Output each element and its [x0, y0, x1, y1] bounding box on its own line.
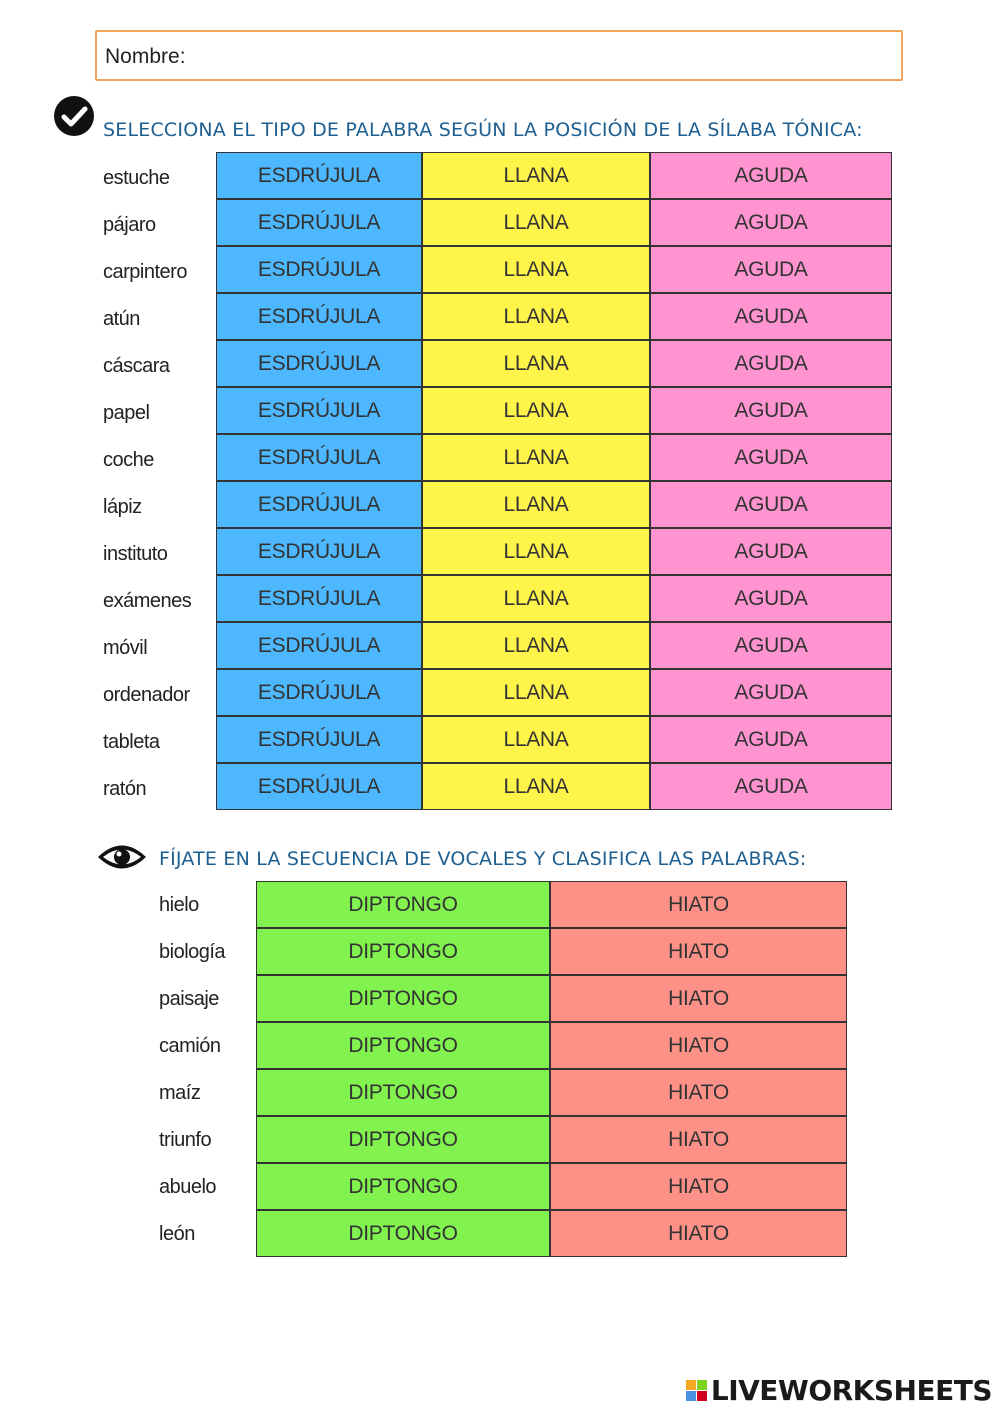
logo-text: LIVEWORKSHEETS	[710, 1374, 992, 1407]
option-llana-button[interactable]: LLANA	[422, 340, 650, 387]
option-hiato-button[interactable]: HIATO	[550, 1022, 847, 1069]
logo-mark-icon	[686, 1380, 707, 1401]
option-hiato-button[interactable]: HIATO	[550, 975, 847, 1022]
word-label: maíz	[159, 1082, 201, 1104]
option-llana-button[interactable]: LLANA	[422, 293, 650, 340]
word-label: hielo	[159, 894, 199, 916]
option-llana-button[interactable]: LLANA	[422, 575, 650, 622]
word-label: ratón	[103, 778, 147, 800]
word-label: tableta	[103, 731, 160, 753]
word-label: león	[159, 1223, 195, 1245]
option-llana-button[interactable]: LLANA	[422, 528, 650, 575]
option-diptongo-button[interactable]: DIPTONGO	[256, 1022, 550, 1069]
word-label: pájaro	[103, 214, 156, 236]
option-diptongo-button[interactable]: DIPTONGO	[256, 1069, 550, 1116]
word-label: triunfo	[159, 1129, 212, 1151]
option-diptongo-button[interactable]: DIPTONGO	[256, 1210, 550, 1257]
word-label: cáscara	[103, 355, 170, 377]
option-esdrujula-button[interactable]: ESDRÚJULA	[216, 246, 422, 293]
option-esdrujula-button[interactable]: ESDRÚJULA	[216, 481, 422, 528]
word-label: exámenes	[103, 590, 192, 612]
word-label: ordenador	[103, 684, 190, 706]
option-diptongo-button[interactable]: DIPTONGO	[256, 1116, 550, 1163]
option-esdrujula-button[interactable]: ESDRÚJULA	[216, 199, 422, 246]
option-aguda-button[interactable]: AGUDA	[650, 669, 892, 716]
option-hiato-button[interactable]: HIATO	[550, 928, 847, 975]
option-llana-button[interactable]: LLANA	[422, 763, 650, 810]
option-diptongo-button[interactable]: DIPTONGO	[256, 881, 550, 928]
option-hiato-button[interactable]: HIATO	[550, 1210, 847, 1257]
option-llana-button[interactable]: LLANA	[422, 199, 650, 246]
option-aguda-button[interactable]: AGUDA	[650, 763, 892, 810]
option-llana-button[interactable]: LLANA	[422, 434, 650, 481]
option-llana-button[interactable]: LLANA	[422, 716, 650, 763]
section2-heading: FÍJATE EN LA SECUENCIA DE VOCALES Y CLASIFICA LAS PALABRAS:	[159, 848, 807, 870]
name-label: Nombre:	[105, 45, 186, 68]
option-hiato-button[interactable]: HIATO	[550, 1069, 847, 1116]
option-aguda-button[interactable]: AGUDA	[650, 622, 892, 669]
option-esdrujula-button[interactable]: ESDRÚJULA	[216, 716, 422, 763]
word-label: carpintero	[103, 261, 187, 283]
option-llana-button[interactable]: LLANA	[422, 152, 650, 199]
option-esdrujula-button[interactable]: ESDRÚJULA	[216, 528, 422, 575]
option-aguda-button[interactable]: AGUDA	[650, 434, 892, 481]
option-aguda-button[interactable]: AGUDA	[650, 199, 892, 246]
eye-icon	[96, 840, 148, 874]
option-aguda-button[interactable]: AGUDA	[650, 575, 892, 622]
option-aguda-button[interactable]: AGUDA	[650, 716, 892, 763]
option-diptongo-button[interactable]: DIPTONGO	[256, 1163, 550, 1210]
option-esdrujula-button[interactable]: ESDRÚJULA	[216, 293, 422, 340]
checkmark-circle-icon	[53, 95, 95, 137]
word-label: lápiz	[103, 496, 142, 518]
option-esdrujula-button[interactable]: ESDRÚJULA	[216, 575, 422, 622]
option-esdrujula-button[interactable]: ESDRÚJULA	[216, 622, 422, 669]
liveworksheets-logo[interactable]	[686, 1374, 992, 1407]
option-llana-button[interactable]: LLANA	[422, 481, 650, 528]
option-aguda-button[interactable]: AGUDA	[650, 481, 892, 528]
word-label: instituto	[103, 543, 168, 565]
option-llana-button[interactable]: LLANA	[422, 669, 650, 716]
word-label: paisaje	[159, 988, 219, 1010]
option-esdrujula-button[interactable]: ESDRÚJULA	[216, 387, 422, 434]
option-aguda-button[interactable]: AGUDA	[650, 246, 892, 293]
word-label: abuelo	[159, 1176, 217, 1198]
section1-heading: SELECCIONA EL TIPO DE PALABRA SEGÚN LA POSICIÓN DE LA SÍLABA TÓNICA:	[103, 119, 863, 141]
option-esdrujula-button[interactable]: ESDRÚJULA	[216, 763, 422, 810]
option-aguda-button[interactable]: AGUDA	[650, 528, 892, 575]
name-field[interactable]	[95, 30, 903, 81]
option-aguda-button[interactable]: AGUDA	[650, 152, 892, 199]
option-aguda-button[interactable]: AGUDA	[650, 293, 892, 340]
word-label: papel	[103, 402, 150, 424]
option-diptongo-button[interactable]: DIPTONGO	[256, 928, 550, 975]
option-hiato-button[interactable]: HIATO	[550, 881, 847, 928]
option-hiato-button[interactable]: HIATO	[550, 1163, 847, 1210]
option-hiato-button[interactable]: HIATO	[550, 1116, 847, 1163]
option-aguda-button[interactable]: AGUDA	[650, 340, 892, 387]
word-label: biología	[159, 941, 226, 963]
option-llana-button[interactable]: LLANA	[422, 387, 650, 434]
option-esdrujula-button[interactable]: ESDRÚJULA	[216, 340, 422, 387]
option-diptongo-button[interactable]: DIPTONGO	[256, 975, 550, 1022]
option-aguda-button[interactable]: AGUDA	[650, 387, 892, 434]
option-llana-button[interactable]: LLANA	[422, 246, 650, 293]
option-esdrujula-button[interactable]: ESDRÚJULA	[216, 152, 422, 199]
word-label: móvil	[103, 637, 148, 659]
option-llana-button[interactable]: LLANA	[422, 622, 650, 669]
word-label: atún	[103, 308, 140, 330]
word-label: camión	[159, 1035, 221, 1057]
word-label: coche	[103, 449, 154, 471]
word-label: estuche	[103, 167, 170, 189]
option-esdrujula-button[interactable]: ESDRÚJULA	[216, 669, 422, 716]
option-esdrujula-button[interactable]: ESDRÚJULA	[216, 434, 422, 481]
